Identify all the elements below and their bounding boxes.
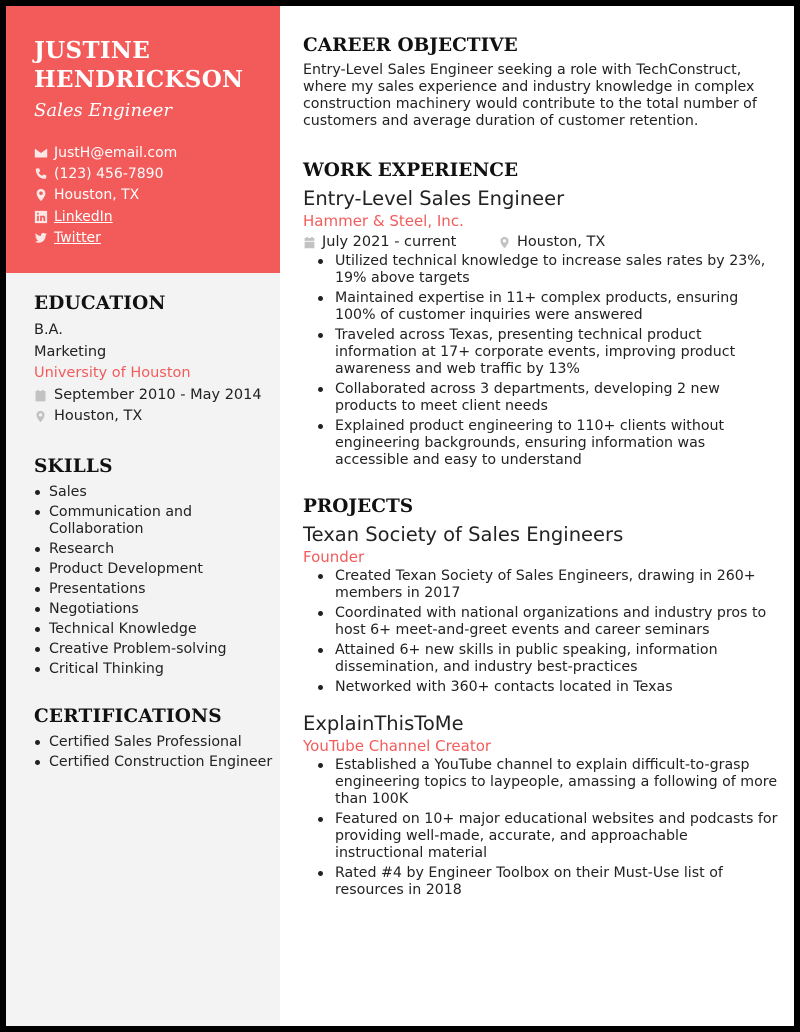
education-section: [6, 293, 280, 428]
left-column: [6, 6, 280, 1026]
job-location: Houston, TX: [517, 234, 606, 250]
objective-section: [303, 35, 778, 130]
skill-item: Communication and Collaboration: [34, 504, 254, 538]
project-name: ExplainThisToMe: [303, 712, 464, 735]
resume-page: [6, 6, 794, 1026]
envelope-icon: [34, 146, 48, 160]
list-item: Explained product engineering to 110+ clients without engineering backgrounds, ensuring information was accessible and easy to understand: [315, 418, 778, 469]
right-column: [303, 6, 778, 902]
education-dates-text: September 2010 - May 2014: [54, 386, 262, 403]
list-item: Traveled across Texas, presenting technical product information at 17+ corporate events, improving product awareness and web traffic by 13%: [315, 327, 778, 378]
list-item: Coordinated with national organizations and industry pros to host 6+ meet-and-greet events and career seminars: [315, 605, 778, 639]
list-item: Attained 6+ new skills in public speaking, information dissemination, and industry best-practices: [315, 642, 778, 676]
twitter-icon: [34, 231, 48, 245]
project-role: YouTube Channel Creator: [303, 737, 492, 755]
contact-location: [34, 185, 260, 206]
objective-text: Entry-Level Sales Engineer seeking a role with TechConstruct, where my sales experience and industry knowledge in complex construction machinery would contribute to the total number of customers and average duration of customer retention.: [303, 62, 757, 129]
education-location-text: Houston, TX: [54, 408, 143, 424]
project-name: Texan Society of Sales Engineers: [303, 523, 624, 546]
skill-item: Presentations: [34, 581, 254, 598]
candidate-name: JUSTINE HENDRICKSON: [34, 37, 244, 93]
contact-email-text: JustH@email.com: [54, 144, 178, 161]
contact-phone[interactable]: [34, 163, 260, 184]
project-role: Founder: [303, 548, 365, 566]
certifications-section: [6, 706, 280, 771]
list-item: Utilized technical knowledge to increase sales rates by 23%, 19% above targets: [315, 253, 778, 287]
location-pin-icon: [498, 236, 511, 249]
candidate-title: Sales Engineer: [34, 100, 172, 121]
certifications-list: [34, 734, 280, 771]
skill-item: Product Development: [34, 561, 254, 578]
experience-bullets: [303, 253, 778, 469]
list-item: Created Texan Society of Sales Engineers, drawing in 260+ members in 2017: [315, 568, 778, 602]
skill-item: Critical Thinking: [34, 661, 254, 678]
list-item: Networked with 360+ contacts located in Texas: [315, 679, 778, 696]
list-item: Collaborated across 3 departments, developing 2 new products to meet client needs: [315, 381, 778, 415]
list-item: Established a YouTube channel to explain difficult-to-grasp engineering topics to laypeople, amassing a following of more than 100K: [315, 757, 778, 808]
experience-heading: WORK EXPERIENCE: [303, 160, 519, 181]
skills-heading: SKILLS: [34, 455, 113, 477]
skill-item: Creative Problem-solving: [34, 641, 254, 658]
company-name: Hammer & Steel, Inc.: [303, 212, 464, 230]
skill-item: Sales: [34, 484, 254, 501]
calendar-icon: [34, 389, 47, 402]
certification-item: Certified Construction Engineer: [34, 754, 280, 771]
certification-item: Certified Sales Professional: [34, 734, 280, 751]
projects-heading: PROJECTS: [303, 496, 414, 517]
job-meta: [303, 232, 778, 252]
job-dates: July 2021 - current: [322, 234, 457, 250]
education-school: University of Houston: [34, 365, 191, 381]
education-heading: EDUCATION: [34, 293, 166, 314]
contact-linkedin[interactable]: [34, 206, 260, 227]
contact-phone-text: (123) 456-7890: [54, 165, 164, 182]
linkedin-icon: [34, 210, 48, 224]
education-location: [34, 406, 280, 428]
contact-email[interactable]: [34, 142, 260, 163]
objective-heading: CAREER OBJECTIVE: [303, 35, 518, 56]
skill-item: Technical Knowledge: [34, 621, 254, 638]
experience-section: [303, 160, 778, 469]
project-bullets: [303, 568, 778, 696]
location-pin-icon: [34, 188, 48, 202]
skill-item: Research: [34, 541, 254, 558]
projects-section: [303, 496, 778, 899]
twitter-link[interactable]: Twitter: [54, 229, 101, 246]
list-item: Rated #4 by Engineer Toolbox on their Must-Use list of resources in 2018: [315, 865, 778, 899]
contact-list: [34, 142, 260, 248]
project-bullets: [303, 757, 778, 899]
job-title: Entry-Level Sales Engineer: [303, 187, 565, 210]
education-dates: [34, 385, 280, 407]
phone-icon: [34, 167, 48, 181]
education-major: Marketing: [34, 343, 107, 360]
certifications-heading: CERTIFICATIONS: [34, 705, 222, 727]
list-item: Maintained expertise in 11+ complex products, ensuring 100% of customer inquiries were answered: [315, 290, 778, 324]
calendar-icon: [303, 236, 316, 249]
skill-item: Negotiations: [34, 601, 254, 618]
list-item: Featured on 10+ major educational websites and podcasts for providing well-made, accurate, and approachable instructional material: [315, 811, 778, 862]
skills-section: [6, 456, 280, 678]
linkedin-link[interactable]: LinkedIn: [54, 208, 113, 225]
skills-list: [34, 484, 254, 678]
education-degree: B.A.: [34, 322, 63, 338]
contact-location-text: Houston, TX: [54, 187, 140, 204]
contact-twitter[interactable]: [34, 227, 260, 248]
location-pin-icon: [34, 410, 47, 423]
resume-header: [6, 6, 280, 273]
